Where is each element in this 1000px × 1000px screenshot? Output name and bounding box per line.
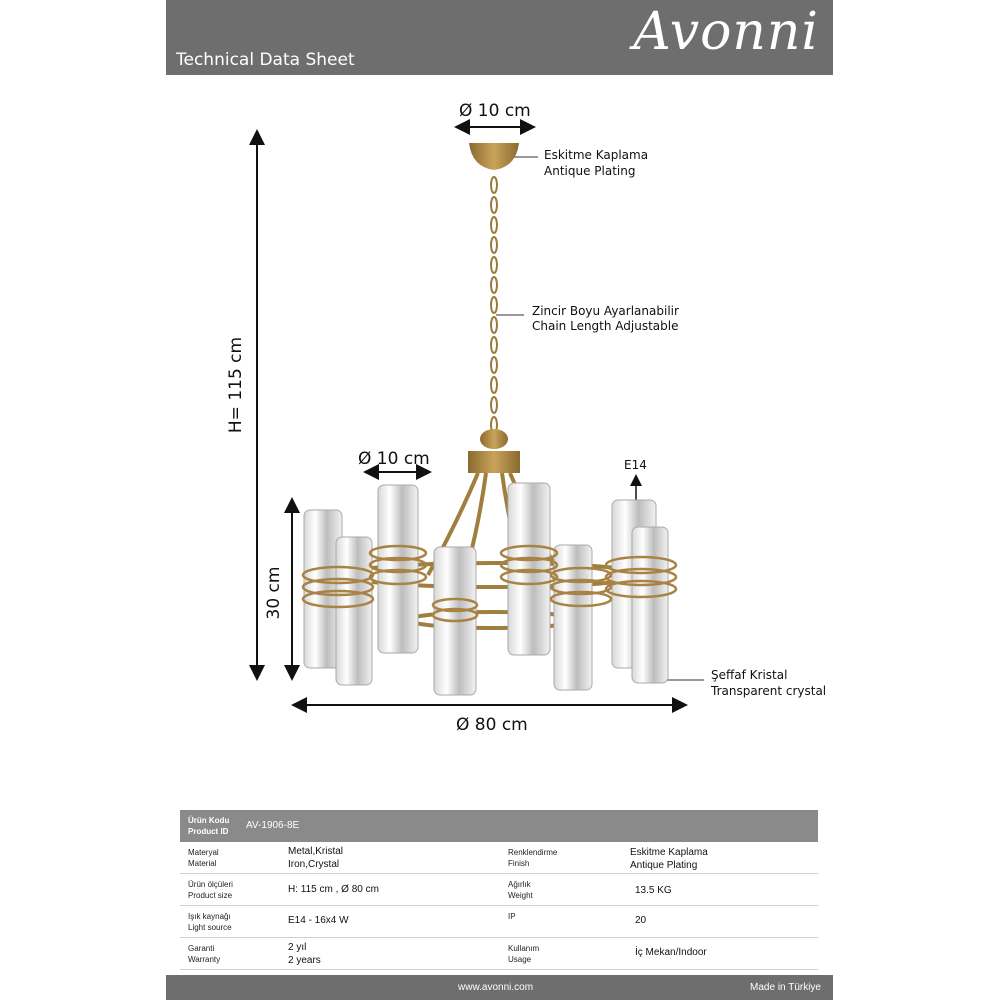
crystal-shades	[304, 483, 668, 695]
canopy-finish-label-tr: Eskitme Kaplama	[544, 148, 649, 162]
spec-key: Materyal	[188, 848, 219, 857]
page-title: Technical Data Sheet	[176, 50, 355, 70]
spec-row	[180, 842, 818, 874]
spec-value: 2 yıl	[288, 942, 307, 953]
spec-key: Warranty	[188, 955, 221, 964]
data-sheet	[166, 0, 833, 1000]
spec-value: Eskitme Kaplama	[630, 847, 708, 858]
shade-diameter-label: Ø 10 cm	[358, 449, 430, 469]
brand-logo: Avonni	[633, 2, 819, 62]
spec-key: Weight	[508, 891, 533, 900]
spec-table	[180, 810, 818, 970]
spec-value: Metal,Kristal	[288, 846, 344, 857]
spec-value: Iron,Crystal	[288, 859, 340, 870]
spec-key: Product size	[188, 891, 233, 900]
spec-key: Ağırlık	[508, 880, 531, 889]
product-id-key-tr: Ürün Kodu	[188, 816, 230, 825]
spec-table-header	[180, 810, 818, 842]
spec-row	[180, 906, 818, 938]
spec-value: 13.5 KG	[635, 885, 672, 896]
spec-key: Material	[188, 859, 217, 868]
spec-key: IP	[508, 912, 516, 921]
ceiling-canopy	[469, 143, 519, 170]
chain-label-tr: Zincir Boyu Ayarlanabilir	[532, 304, 679, 318]
spec-key: Işık kaynağı	[188, 912, 231, 921]
spec-value: H: 115 cm , Ø 80 cm	[288, 884, 379, 895]
top-hub	[480, 429, 508, 449]
product-id-key-en: Product ID	[188, 827, 229, 836]
chain	[491, 177, 497, 433]
footer-bar	[166, 975, 833, 1000]
spec-key: Garanti	[188, 944, 215, 953]
spec-value: Antique Plating	[630, 860, 698, 871]
chain-label-en: Chain Length Adjustable	[532, 319, 679, 333]
canopy-finish-label-en: Antique Plating	[544, 164, 636, 178]
footer-made-in: Made in Türkiye	[750, 982, 821, 993]
crystal-label-tr: Şeffaf Kristal	[711, 668, 788, 682]
total-diameter-label: Ø 80 cm	[456, 715, 528, 735]
footer-url[interactable]: www.avonni.com	[458, 982, 534, 993]
spec-value: İç Mekan/Indoor	[635, 947, 707, 958]
product-drawing	[166, 75, 833, 805]
canopy-diameter-label: Ø 10 cm	[459, 101, 531, 121]
spec-key: Renklendirme	[508, 848, 558, 857]
spec-value: 20	[635, 915, 647, 926]
spec-value: E14 - 16x4 W	[288, 915, 349, 926]
product-id-value: AV-1906-8E	[246, 820, 300, 831]
spec-key: Finish	[508, 859, 530, 868]
spec-row	[180, 874, 818, 906]
total-height-label: H= 115 cm	[226, 336, 246, 434]
bulb-type-label: E14	[624, 458, 647, 472]
spec-value: 2 years	[288, 955, 321, 966]
spec-key: Ürün ölçüleri	[188, 880, 233, 889]
spec-key: Kullanım	[508, 944, 540, 953]
header-bar	[166, 0, 833, 75]
center-column	[468, 451, 520, 473]
spec-key: Usage	[508, 955, 532, 964]
body-height-label: 30 cm	[264, 566, 284, 620]
spec-row	[180, 938, 818, 970]
crystal-label-en: Transparent crystal	[711, 684, 827, 698]
spec-key: Light source	[188, 923, 232, 932]
